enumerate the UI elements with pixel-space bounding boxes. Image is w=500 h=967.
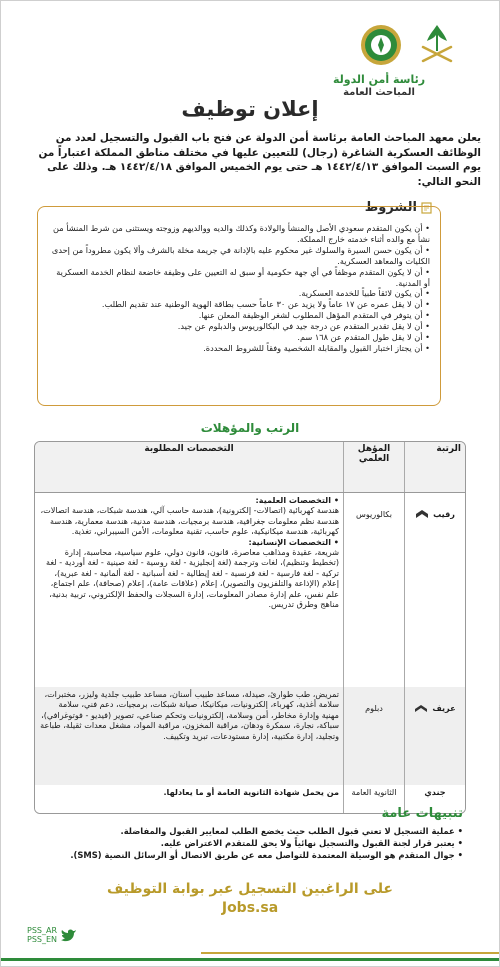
condition-item: • أن يكون لائقاً طبياً للخدمة العسكرية. — [48, 288, 430, 299]
condition-item: • أن يكون حسن السيرة والسلوك غير محكوم عليه بالإدانة في جريمة مخلة بالشرف وألا يكون مطروداً من إحدى الكليات والمعاهد العسكرية. — [48, 245, 430, 267]
note-item: • عملية التسجيل لا تعني قبول الطلب حيث يخضع الطلب لمعايير القبول والمفاضلة. — [37, 825, 463, 837]
agency-title: رئاسة أمن الدولة — [332, 73, 426, 86]
qualification-name: دبلوم — [365, 703, 383, 713]
header — [1, 1, 499, 105]
specialties-cell — [35, 493, 344, 688]
hum-heading: • التخصصات الإنسانية: — [248, 536, 339, 547]
condition-item: • أن لا يكون المتقدم موظفاً في أي جهة حكومية أو سبق له التعيين على وظيفة خاضعة لنظام الخدمة العسكرية أو المدنية. — [48, 267, 430, 289]
condition-item: • أن يجتاز اختبار القبول والمقابلة الشخصية وفقاً للشروط المحددة. — [48, 343, 430, 354]
twitter-icon[interactable] — [61, 928, 77, 942]
qualification-name: بكالوريوس — [355, 509, 393, 519]
handles-text — [27, 926, 57, 944]
rank-name: رقيب — [433, 509, 455, 519]
ranks-table — [34, 441, 466, 814]
table-row — [35, 687, 465, 785]
sci-heading: • التخصصات العلمية: — [255, 495, 339, 505]
condition-item: • أن لا يقل عمره عن ١٧ عاماً ولا يزيد عن ٣٠ عاماً حسب بطاقة الهوية الوطنية عند تقديم الطلب. — [48, 299, 430, 310]
notes-heading: تنبيهات عامة — [381, 806, 463, 821]
page-title: إعلان توظيف — [181, 97, 319, 121]
registration-cta: على الراغبين التسجيل عبر بوابة التوظيف — [107, 881, 393, 897]
note-item: • جوال المتقدم هو الوسيلة المعتمدة للتواصل معه عن طريق الاتصال أو الرسائل النصية (SMS). — [37, 849, 463, 861]
header-specialties: التخصصات المطلوبة — [35, 442, 344, 493]
header-qualification: المؤهل العلمي — [344, 442, 405, 493]
rank-cell — [409, 703, 461, 713]
header-rank: الرتبة — [405, 442, 466, 493]
handle-en[interactable]: PSS_EN — [27, 935, 58, 944]
logo-group — [299, 21, 459, 98]
intro-paragraph: يعلن معهد المباحث العامة برئاسة أمن الدولة عن فتح باب القبول والتسجيل لعدد من الوظائف العسكرية الشاغرة (رجال) للتعيين عليها في مختلف مناطق المملكة اعتباراً من يوم السبت الموافق ١٤٤٢/٤/١٣ هـ حتى يوم الخميس الموافق ١٤٤٢/٤/١٨ هـ. وذلك على النحو التالي: — [38, 132, 481, 188]
table-row — [35, 493, 465, 688]
conditions-box — [37, 206, 441, 406]
sci-specialties: هندسة كهربائية (اتصالات- إلكترونية)، هندسة حاسب آلي، هندسة شبكات، هندسة اتصالات، هندسة نظم معلومات جغرافية، هندسة برمجيات، هندسة مدنية، هندسة معمارية، هندسة كهربائية، هندسة ميكانيكية، علوم حاسب، تقنية معلومات، الأمن السيبراني، تغذية. — [40, 505, 339, 537]
ranks-heading: الرتب والمؤهلات — [200, 421, 300, 435]
condition-item: • أن يكون المتقدم سعودي الأصل والمنشأ والولادة وكذلك والديه ووالديهم وزوجته ويستثنى من شرط المنشأ من نشأ مع والده أثناء خدمته خارج المملكة. — [48, 223, 430, 245]
condition-item: • أن لا يقل تقدير المتقدم عن درجة جيد في البكالوريوس والدبلوم عن جيد. — [48, 321, 430, 332]
gold-footer-line — [201, 952, 499, 954]
rank-name: جندي — [405, 785, 466, 813]
qualification-name: الثانوية العامة — [344, 785, 405, 813]
social-handles — [27, 926, 77, 944]
notes-list — [37, 825, 463, 861]
table-header-row — [35, 442, 465, 493]
agency-name — [309, 73, 449, 99]
specialties-cell: من يحمل شهادة الثانوية العامة أو ما يعادلها. — [35, 785, 344, 813]
sergeant-chevron-icon — [415, 509, 429, 519]
website-link[interactable]: Jobs.sa — [221, 900, 279, 916]
rank-name: عريف — [432, 703, 456, 713]
green-footer-line — [1, 958, 499, 961]
note-item: • يعتبر قرار لجنة القبول والتسجيل نهائياً ولا يحق للمتقدم الاعتراض عليه. — [37, 837, 463, 849]
condition-item: • أن لا يقل طول المتقدم عن ١٦٨ سم. — [48, 332, 430, 343]
conditions-label: الشروط — [364, 200, 417, 215]
hum-specialties: شريعة، عقيدة ومذاهب معاصرة، قانون، قانون دولي، علوم سياسية، محاسبة، إدارة (تخطيط وتنظيم)، لغات وترجمة (لغة إنجليزية - لغة روسية - لغة صينية - لغة أوردية - لغة تركية - لغة فارسية - لغة فرنسية - لغة إيطالية - لغة أسبانية - لغة ألمانية - لغة عبرية)، إعلام (الإذاعة والتلفزيون والتصوير)، إعلام (علاقات عامة)، إعلام (صحافة)، علم اجتماع، علم نفس، علم إدارة مصادر المعلومات، إدارة السجلات والحفظ الإلكتروني، تربية بدنية، مناهج وطرق تدريس. — [46, 547, 339, 610]
rank-cell — [409, 509, 461, 519]
saudi-emblem-icon — [415, 21, 459, 73]
agency-subtitle: المباحث العامة — [343, 87, 415, 98]
handle-ar[interactable]: PSS_AR — [27, 926, 58, 935]
condition-item: • أن يتوفر في المتقدم المؤهل المطلوب لشغر الوظيفة المعلن عنها. — [48, 310, 430, 321]
corporal-chevron-icon — [414, 703, 428, 713]
conditions-list — [38, 207, 440, 360]
state-security-seal-icon — [359, 23, 403, 67]
specialties-cell: تمريض، طب طوارئ، صيدلة، مساعد طبيب أسنان، مساعد طبيب جلدية وليزر، مختبرات، سلامة أغذية، كهرباء، إلكترونيات، ميكانيكا، صيانة شبكات، برمجيات، دعم فني، سلامة مهنية وإدارة مخاطر، أمن وسلامة، إلكترونيات وتحكم صناعي، تصوير (فيديو - فوتوغرافي)، سباكة، نجارة، سمكرة ودهان، مراقبة المخزون، مراقبة المواد، مشغل معدات ثقيلة، طباعة وتجليد، إدارة مكتبية، إدارة مستودعات، تبريد وتكييف. — [35, 687, 344, 785]
